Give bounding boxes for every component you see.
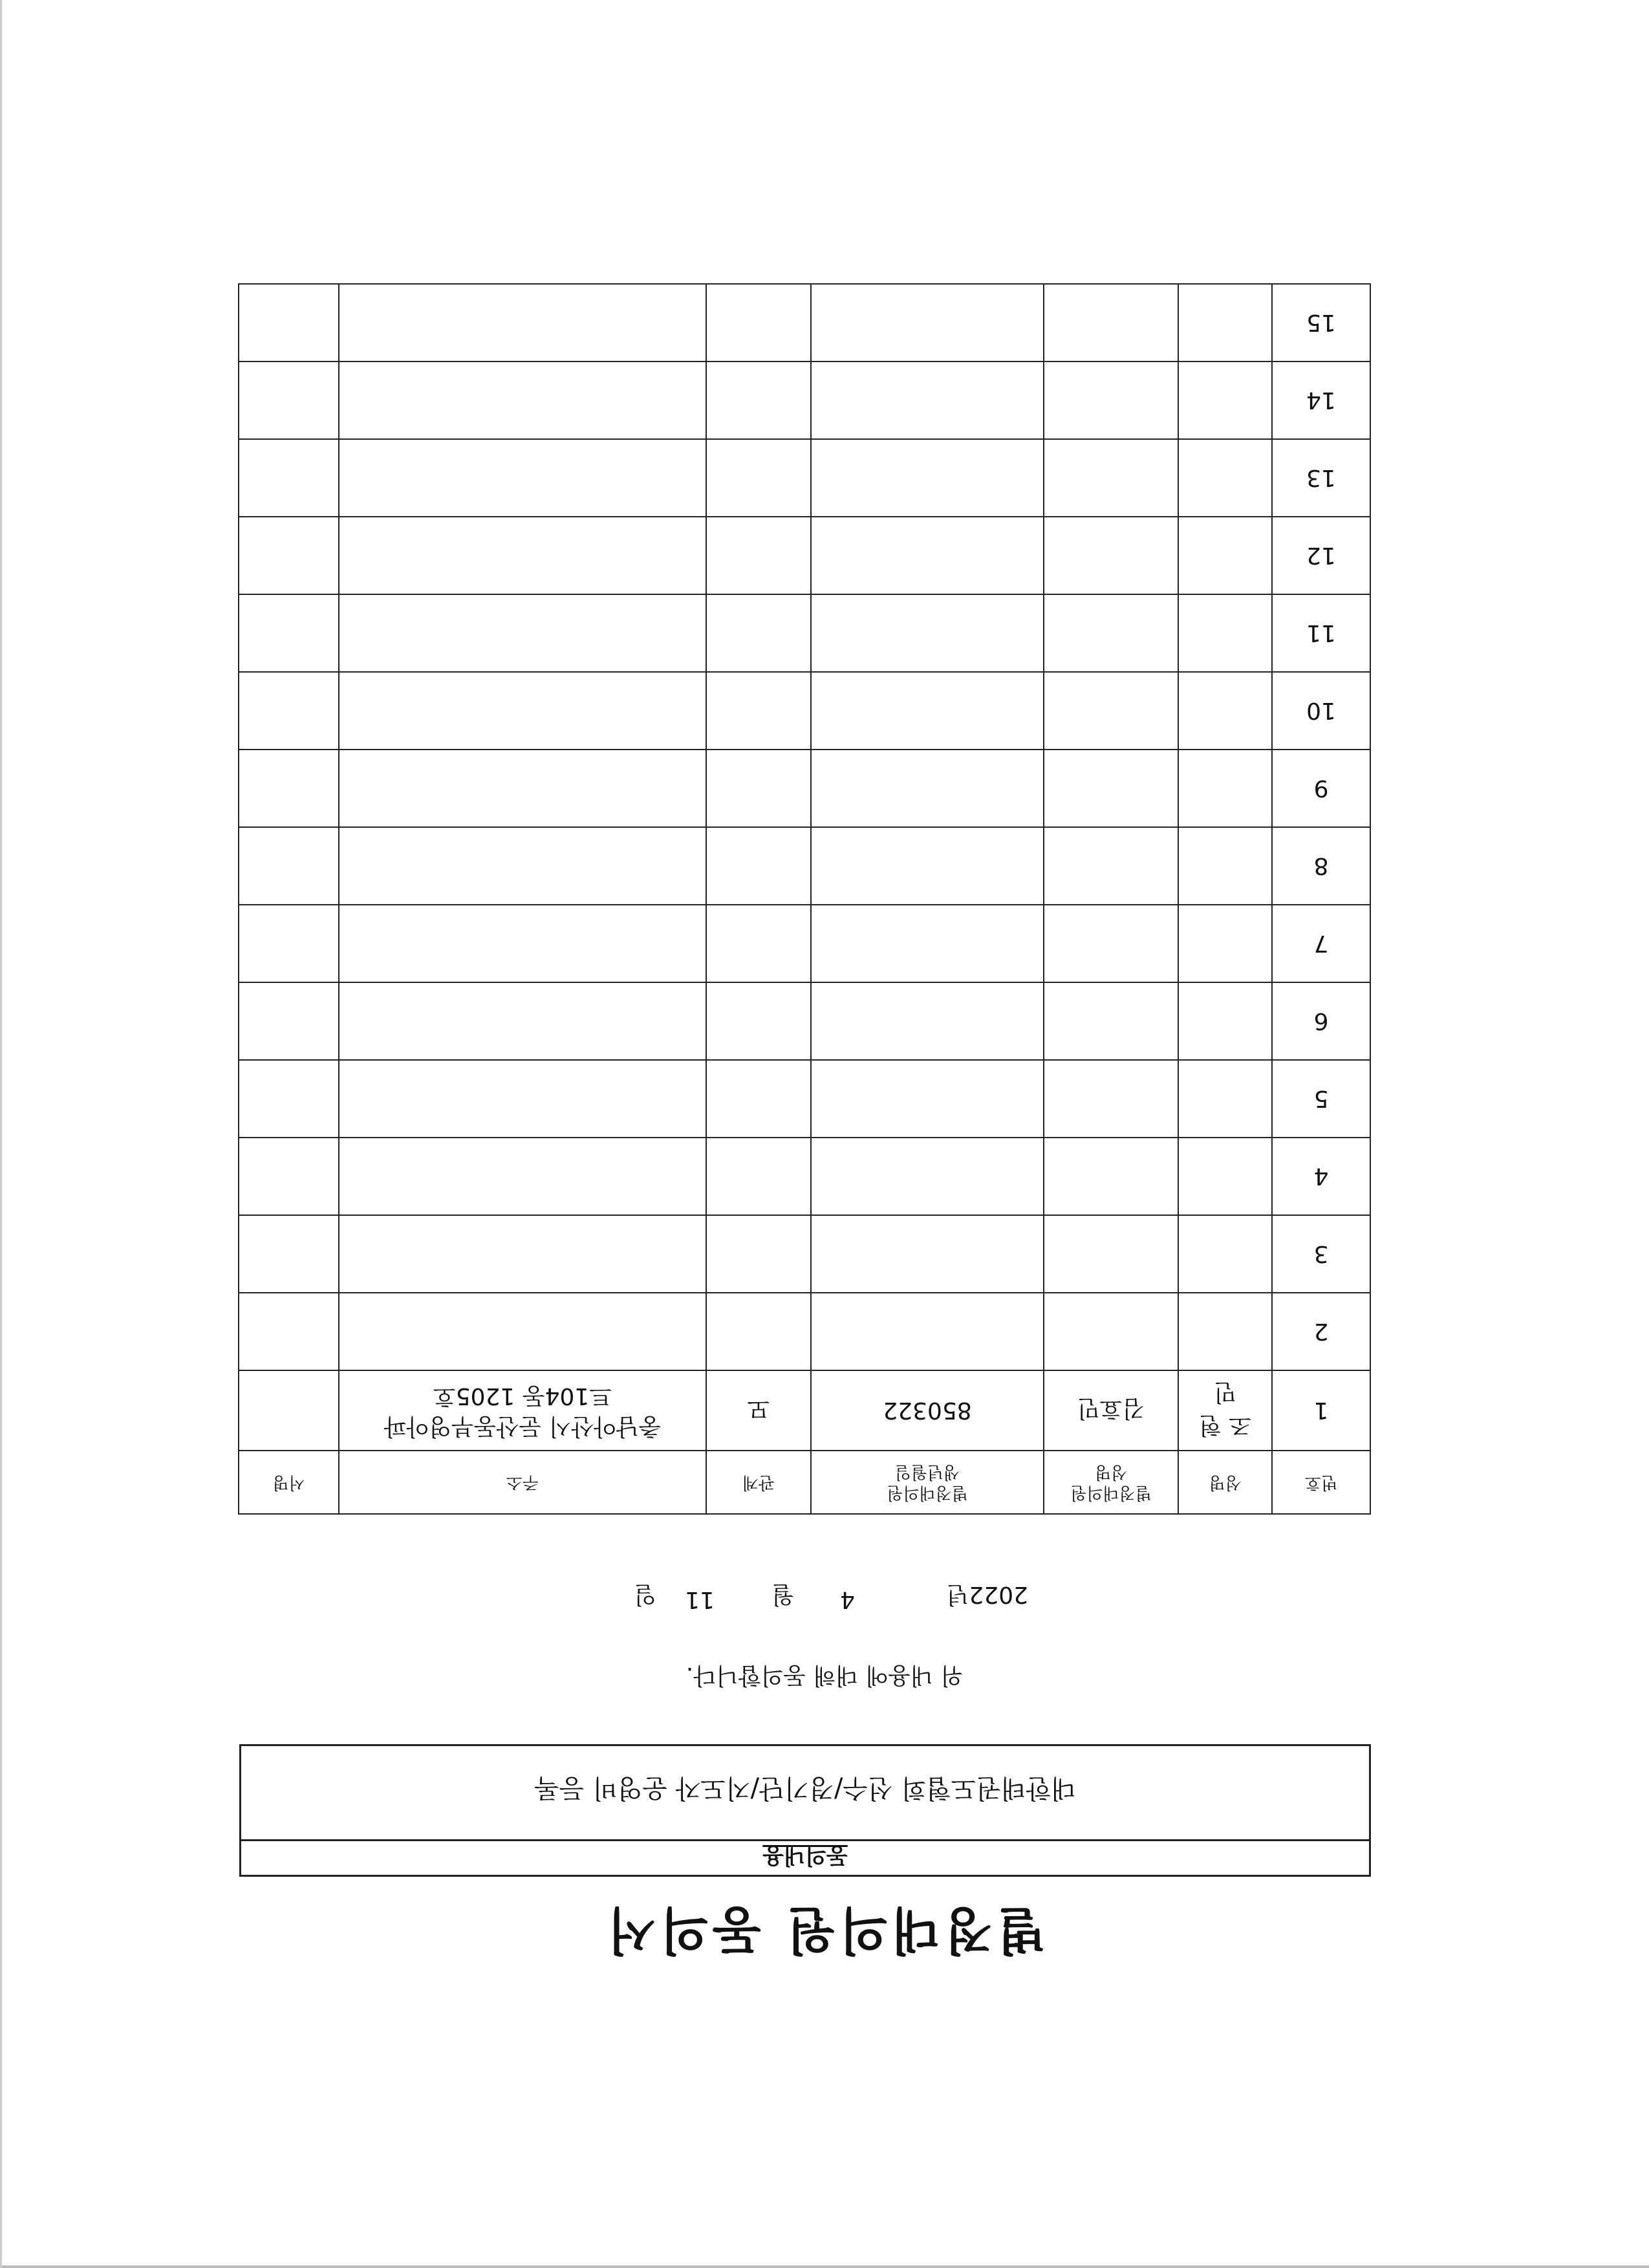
table-row <box>239 1060 1370 1138</box>
header-signature: 서명 <box>239 1451 339 1514</box>
row-rep-name <box>1044 827 1178 905</box>
row-name <box>1178 1060 1272 1138</box>
row-address <box>339 362 706 439</box>
row-relation <box>706 1293 811 1370</box>
row-address <box>339 672 706 750</box>
row-number: 15 <box>1272 284 1370 362</box>
row-signature <box>239 594 339 672</box>
row-number: 10 <box>1272 672 1370 750</box>
row-name <box>1178 594 1272 672</box>
table-row <box>239 750 1370 827</box>
row-number: 8 <box>1272 827 1370 905</box>
table-row <box>239 672 1370 750</box>
table-row <box>239 982 1370 1060</box>
row-birthdate <box>811 1215 1044 1293</box>
table-header-row <box>239 1451 1370 1514</box>
table-row <box>239 517 1370 594</box>
row-number: 4 <box>1272 1138 1370 1215</box>
row-relation <box>706 439 811 517</box>
row-name <box>1178 672 1272 750</box>
row-birthdate <box>811 982 1044 1060</box>
row-signature <box>239 1215 339 1293</box>
row-rep-name <box>1044 1215 1178 1293</box>
row-relation <box>706 672 811 750</box>
row-name <box>1178 750 1272 827</box>
row-number: 6 <box>1272 982 1370 1060</box>
row-number: 13 <box>1272 439 1370 517</box>
row-relation <box>706 362 811 439</box>
row-number: 5 <box>1272 1060 1370 1138</box>
row-name <box>1178 827 1272 905</box>
row-signature <box>239 284 339 362</box>
row-rep-name <box>1044 594 1178 672</box>
row-birthdate <box>811 517 1044 594</box>
table-row <box>239 362 1370 439</box>
row-number: 9 <box>1272 750 1370 827</box>
row-birthdate <box>811 439 1044 517</box>
date-day-unit: 일 <box>634 1581 656 1608</box>
row-signature <box>239 750 339 827</box>
row-birthdate <box>811 827 1044 905</box>
agreement-content-text: 대한태권도협회 선수/경기단/지도자 운영비 등록 <box>534 1773 1076 1804</box>
document-title: 별정대의원 동의서 <box>603 1901 1046 1960</box>
row-relation <box>706 1138 811 1215</box>
table-row <box>239 1370 1370 1451</box>
row-signature <box>239 439 339 517</box>
row-address: 충남아산시 둔산동부영아파 트104동 1205호 <box>339 1370 706 1451</box>
row-address <box>339 982 706 1060</box>
row-birthdate <box>811 1293 1044 1370</box>
row-rep-name <box>1044 1293 1178 1370</box>
row-number: 1 <box>1272 1370 1370 1451</box>
row-signature <box>239 905 339 982</box>
date-line <box>576 1581 1028 1613</box>
table-row <box>239 594 1370 672</box>
row-name: 조 현 민 <box>1178 1370 1272 1451</box>
row-number: 3 <box>1272 1215 1370 1293</box>
row-address <box>339 594 706 672</box>
agreement-content-box <box>239 1744 1371 1877</box>
row-rep-name <box>1044 439 1178 517</box>
row-signature <box>239 982 339 1060</box>
row-rep-name <box>1044 905 1178 982</box>
row-address <box>339 284 706 362</box>
row-number: 14 <box>1272 362 1370 439</box>
header-rep-name: 별정대의원 성명 <box>1044 1451 1178 1514</box>
date-month-unit: 월 <box>771 1581 794 1608</box>
date-year: 2022년 <box>946 1581 1028 1608</box>
row-name <box>1178 1215 1272 1293</box>
row-name <box>1178 982 1272 1060</box>
row-address <box>339 827 706 905</box>
agreement-statement: 위 내용에 대해 동의합니다. <box>685 1662 964 1689</box>
table-row <box>239 1215 1370 1293</box>
row-signature <box>239 827 339 905</box>
row-name <box>1178 1293 1272 1370</box>
row-address <box>339 439 706 517</box>
row-relation <box>706 827 811 905</box>
row-name <box>1178 517 1272 594</box>
row-signature <box>239 1138 339 1215</box>
date-day: 11 <box>685 1586 715 1613</box>
row-birthdate <box>811 362 1044 439</box>
row-signature <box>239 1370 339 1451</box>
row-name <box>1178 362 1272 439</box>
row-rep-name <box>1044 1060 1178 1138</box>
row-relation <box>706 1215 811 1293</box>
row-number: 12 <box>1272 517 1370 594</box>
row-name <box>1178 1138 1272 1215</box>
row-name <box>1178 284 1272 362</box>
table-row <box>239 1138 1370 1215</box>
row-rep-name <box>1044 362 1178 439</box>
row-relation: 모 <box>706 1370 811 1451</box>
row-rep-name <box>1044 284 1178 362</box>
row-address <box>339 1215 706 1293</box>
row-relation <box>706 750 811 827</box>
row-rep-name <box>1044 517 1178 594</box>
table-row <box>239 1293 1370 1370</box>
header-number: 번호 <box>1272 1451 1370 1514</box>
row-relation <box>706 517 811 594</box>
row-birthdate: 850322 <box>811 1370 1044 1451</box>
row-address <box>339 1293 706 1370</box>
row-signature <box>239 362 339 439</box>
row-name <box>1178 439 1272 517</box>
row-birthdate <box>811 284 1044 362</box>
header-address: 주소 <box>339 1451 706 1514</box>
row-relation <box>706 905 811 982</box>
header-relation: 관계 <box>706 1451 811 1514</box>
header-name: 성명 <box>1178 1451 1272 1514</box>
representative-table <box>238 283 1371 1515</box>
header-rep-birthdate: 별정대의원 생년월일 <box>811 1451 1044 1514</box>
row-address <box>339 1060 706 1138</box>
row-name <box>1178 905 1272 982</box>
row-number: 11 <box>1272 594 1370 672</box>
agreement-content-heading: 동의내용 <box>241 1839 1369 1875</box>
scan-edge <box>0 2265 1649 2268</box>
row-number: 2 <box>1272 1293 1370 1370</box>
row-rep-name: 김효민 <box>1044 1370 1178 1451</box>
row-signature <box>239 1293 339 1370</box>
row-address <box>339 517 706 594</box>
row-relation <box>706 982 811 1060</box>
row-rep-name <box>1044 750 1178 827</box>
row-birthdate <box>811 1138 1044 1215</box>
row-number: 7 <box>1272 905 1370 982</box>
row-relation <box>706 284 811 362</box>
table-row <box>239 439 1370 517</box>
row-birthdate <box>811 750 1044 827</box>
date-month: 4 <box>840 1586 855 1613</box>
table-row <box>239 284 1370 362</box>
row-birthdate <box>811 672 1044 750</box>
row-birthdate <box>811 594 1044 672</box>
row-signature <box>239 1060 339 1138</box>
row-birthdate <box>811 1060 1044 1138</box>
row-signature <box>239 517 339 594</box>
row-rep-name <box>1044 1138 1178 1215</box>
row-signature <box>239 672 339 750</box>
row-rep-name <box>1044 982 1178 1060</box>
row-relation <box>706 594 811 672</box>
table-row <box>239 827 1370 905</box>
row-rep-name <box>1044 672 1178 750</box>
row-address <box>339 1138 706 1215</box>
row-address <box>339 905 706 982</box>
row-address <box>339 750 706 827</box>
row-birthdate <box>811 905 1044 982</box>
table-row <box>239 905 1370 982</box>
row-relation <box>706 1060 811 1138</box>
